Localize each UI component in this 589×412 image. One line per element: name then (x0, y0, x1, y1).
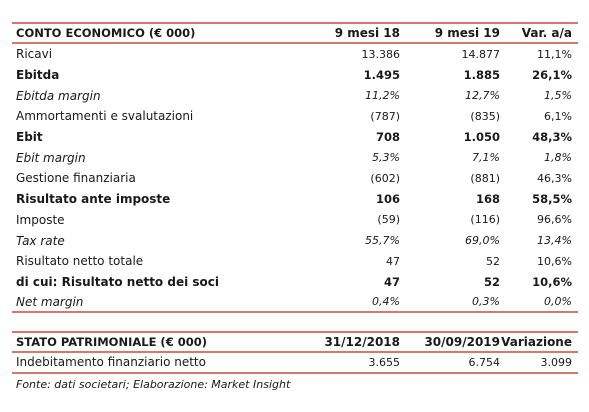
value-change: 3.099 (540, 355, 572, 369)
col-header-2019: 30/09/2019 (424, 334, 500, 349)
value-yoy: 11,1% (537, 47, 572, 61)
row-label: Risultato ante imposte (16, 192, 171, 207)
value-9m19: 168 (475, 192, 500, 207)
table-row (12, 85, 578, 106)
col-header-yoy: Var. a/a (521, 26, 572, 40)
value-9m19: 69,0% (465, 234, 500, 248)
balance-sheet-title: STATO PATRIMONIALE (€ 000) (16, 334, 207, 349)
row-label: di cui: Risultato netto dei soci (16, 274, 219, 289)
income-statement-title: CONTO ECONOMICO (€ 000) (16, 26, 196, 40)
table-row (12, 44, 578, 65)
table-row (12, 127, 578, 148)
row-label: Ammortamenti e svalutazioni (16, 109, 194, 124)
value-9m19: 7,1% (472, 151, 500, 165)
value-yoy: 10,6% (537, 254, 572, 268)
table-row (12, 65, 578, 86)
financial-tables (12, 0, 578, 391)
col-header-9m19: 9 mesi 19 (434, 26, 500, 40)
row-label: Net margin (16, 294, 84, 309)
col-header-change: Variazione (501, 334, 572, 349)
row-label: Ebit margin (16, 150, 86, 165)
value-9m18: 5,3% (372, 151, 400, 165)
balance-sheet-header (12, 331, 578, 353)
row-label: Imposte (16, 212, 65, 227)
row-label: Ebit (16, 130, 43, 145)
value-9m18: 47 (386, 254, 400, 268)
table-row (12, 353, 578, 374)
value-yoy: 58,5% (532, 192, 572, 207)
value-yoy: 46,3% (537, 171, 572, 185)
value-9m19: 1.050 (463, 130, 500, 145)
value-9m18: (787) (370, 109, 400, 123)
value-9m19: 52 (483, 274, 500, 289)
value-9m18: 708 (375, 130, 400, 145)
value-yoy: 1,8% (544, 151, 572, 165)
col-header-2018: 31/12/2018 (324, 334, 400, 349)
value-yoy: 6,1% (544, 109, 572, 123)
value-yoy: 10,6% (532, 274, 572, 289)
income-statement-rows (12, 44, 578, 313)
value-yoy: 0,0% (544, 295, 572, 309)
value-yoy: 13,4% (537, 234, 572, 248)
value-2019: 6.754 (468, 355, 500, 369)
value-9m19: (835) (470, 109, 500, 123)
value-9m18: 106 (375, 192, 400, 207)
row-label: Ebitda margin (16, 88, 101, 103)
value-9m19: 12,7% (465, 89, 500, 103)
value-9m18: 55,7% (365, 234, 400, 248)
table-row (12, 106, 578, 127)
value-9m18: 47 (383, 274, 400, 289)
row-label: Risultato netto totale (16, 254, 144, 269)
value-yoy: 48,3% (532, 130, 572, 145)
value-yoy: 26,1% (532, 68, 572, 83)
income-statement-header (12, 22, 578, 44)
value-2018: 3.655 (368, 355, 400, 369)
row-label: Gestione finanziaria (16, 171, 136, 186)
table-row (12, 230, 578, 251)
table-row (12, 292, 578, 313)
value-9m19: 14.877 (461, 47, 500, 61)
table-row (12, 251, 578, 272)
value-yoy: 1,5% (544, 89, 572, 103)
value-9m19: 1.885 (463, 68, 500, 83)
value-yoy: 96,6% (537, 213, 572, 227)
table-row (12, 210, 578, 231)
value-9m18: 1.495 (363, 68, 400, 83)
row-label: Indebitamento finanziario netto (16, 355, 206, 370)
value-9m18: 13.386 (361, 47, 400, 61)
table-row (12, 272, 578, 293)
value-9m18: 0,4% (372, 295, 400, 309)
value-9m19: 0,3% (472, 295, 500, 309)
row-label: Ricavi (16, 47, 53, 62)
col-header-9m18: 9 mesi 18 (334, 26, 400, 40)
row-label: Ebitda (16, 68, 60, 83)
value-9m18: (602) (370, 171, 400, 185)
table-row (12, 168, 578, 189)
row-label: Tax rate (16, 233, 65, 248)
value-9m18: 11,2% (365, 89, 400, 103)
value-9m18: (59) (377, 213, 400, 227)
table-row (12, 189, 578, 210)
table-row (12, 147, 578, 168)
value-9m19: 52 (486, 254, 500, 268)
value-9m19: (881) (470, 171, 500, 185)
value-9m19: (116) (470, 213, 500, 227)
source-note: Fonte: dati societari; Elaborazione: Market Insight (16, 377, 291, 391)
